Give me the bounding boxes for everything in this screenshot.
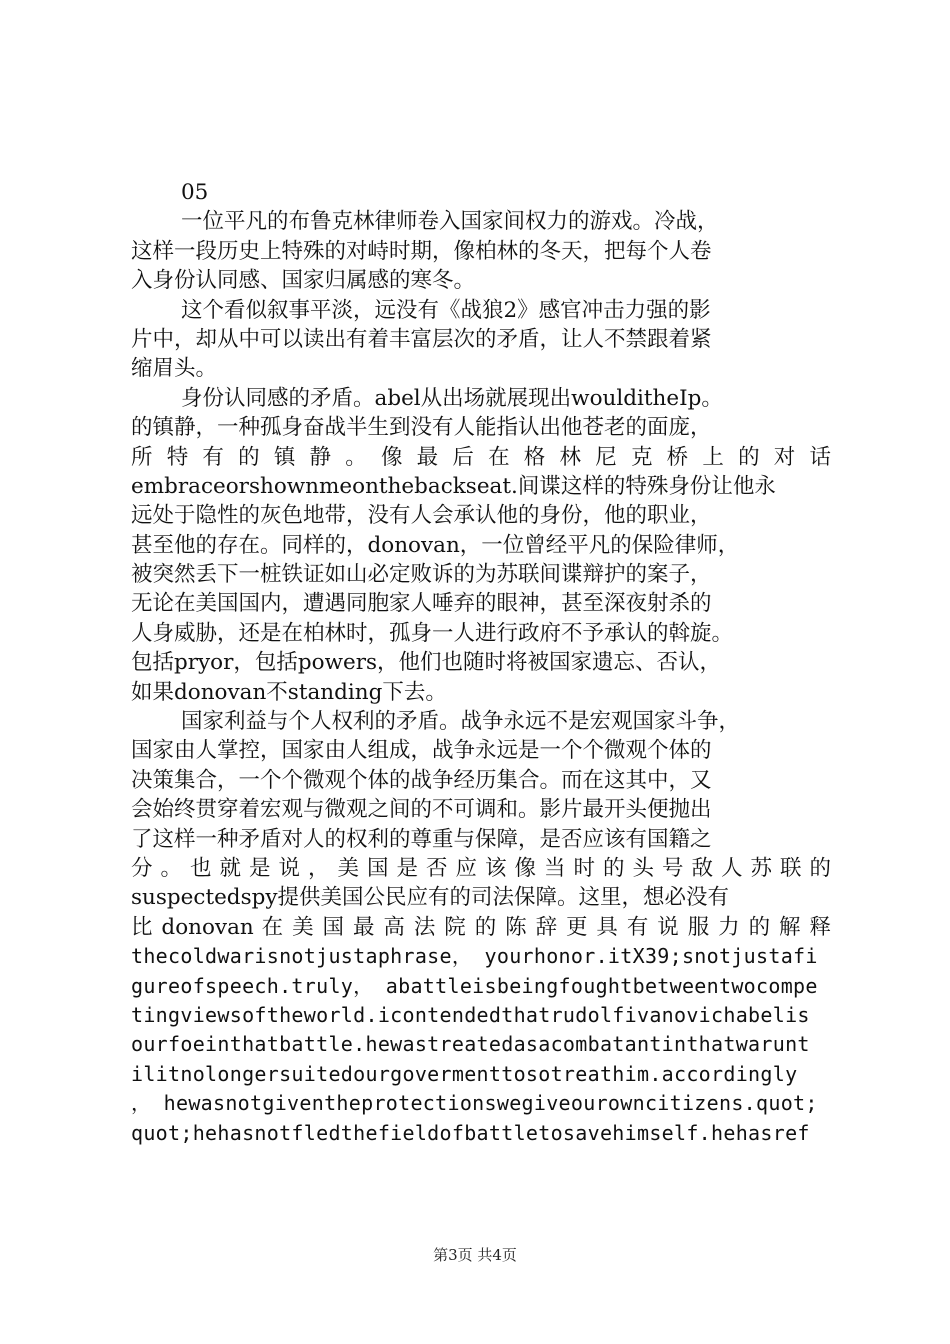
text-line: 这个看似叙事平淡，远没有《战狼2》感官冲击力强的影: [181, 297, 711, 323]
text-line: 国家利益与个人权利的矛盾。战争永远不是宏观国家斗争，: [181, 709, 741, 735]
text-line: ourfoeinthatbattle.hewastreatedasacombatantinthatwarunt: [131, 1032, 810, 1057]
text-line: tingviewsoftheworld.icontendedthatrudolfivanovichabelis: [131, 1002, 810, 1027]
text-line: 无论在美国国内，遭遇同胞家人唾弃的眼神，甚至深夜射杀的: [131, 591, 712, 617]
text-line: 缩眉头。: [131, 356, 218, 382]
text-line: 包括pryor，包括powers，他们也随时将被国家遗忘、否认，: [131, 650, 722, 676]
text-line: 甚至他的存在。同样的，donovan，一位曾经平凡的保险律师，: [131, 532, 740, 558]
text-line: 国家由人掌控，国家由人组成，战争永远是一个个微观个体的: [131, 738, 712, 764]
text-line: ， hewasnotgiventheprotectionswegiveourowncitizens.quot;: [131, 1091, 818, 1116]
text-line: 入身份认同感、国家归属感的寒冬。: [131, 268, 476, 294]
text-line: 了这样一种矛盾对人的权利的尊重与保障，是否应该有国籍之: [131, 826, 712, 852]
text-line: quot;hehasnotfledthefieldofbattletosavehimself.hehasref: [131, 1120, 810, 1145]
text-line: 比 donovan 在 美 国 最 高 法 院 的 陈 辞 更 具 有 说 服 力 的 解 释: [131, 914, 831, 940]
text-line: thecoldwarisnotjustaphrase， yourhonor.itX39;snotjustafi: [131, 944, 818, 969]
text-line: 05: [181, 180, 209, 205]
text-line: 被突然丢下一桩铁证如山必定败诉的为苏联间谍辩护的案子，: [131, 562, 712, 588]
text-line: 身份认同感的矛盾。abel从出场就展现出woulditheIp。: [181, 385, 723, 411]
text-line: ilitnolongersuitedourgovermenttosotreathim.accordingly: [131, 1061, 798, 1086]
text-line: 人身威胁，还是在柏林时，孤身一人进行政府不予承认的斡旋。: [131, 620, 734, 646]
page-footer: 第3页 共4页: [433, 1246, 517, 1264]
text-line: 会始终贯穿着宏观与微观之间的不可调和。影片最开头便抛出: [131, 797, 712, 823]
text-line: 一位平凡的布鲁克林律师卷入国家间权力的游戏。冷战，: [181, 209, 719, 235]
text-line: 这样一段历史上特殊的对峙时期，像柏林的冬天，把每个人卷: [131, 238, 712, 264]
text-line: gureofspeech.truly， abattleisbeingfoughtbetweentwocompe: [131, 973, 818, 998]
text-line: 决策集合，一个个微观个体的战争经历集合。而在这其中，又: [131, 767, 712, 793]
text-line: 所 特 有 的 镇 静 。 像 最 后 在 格 林 尼 克 桥 上 的 对 话: [131, 444, 831, 470]
document-body: [131, 178, 831, 1148]
text-line: 如果donovan不standing下去。: [131, 679, 447, 705]
text-line: suspectedspy提供美国公民应有的司法保障。这里，想必没有: [131, 885, 730, 911]
text-line: 分 。 也 就 是 说 ， 美 国 是 否 应 该 像 当 时 的 头 号 敌 人 苏 联 的: [131, 855, 831, 881]
text-line: embraceorshownmeonthebackseat.间谍这样的特殊身份让他永: [131, 473, 776, 499]
text-line: 远处于隐性的灰色地带，没有人会承认他的身份，他的职业，: [131, 503, 712, 529]
text-line: 片中，却从中可以读出有着丰富层次的矛盾，让人不禁跟着紧: [131, 326, 712, 352]
text-line: 的镇静，一种孤身奋战半生到没有人能指认出他苍老的面庞，: [131, 415, 712, 441]
